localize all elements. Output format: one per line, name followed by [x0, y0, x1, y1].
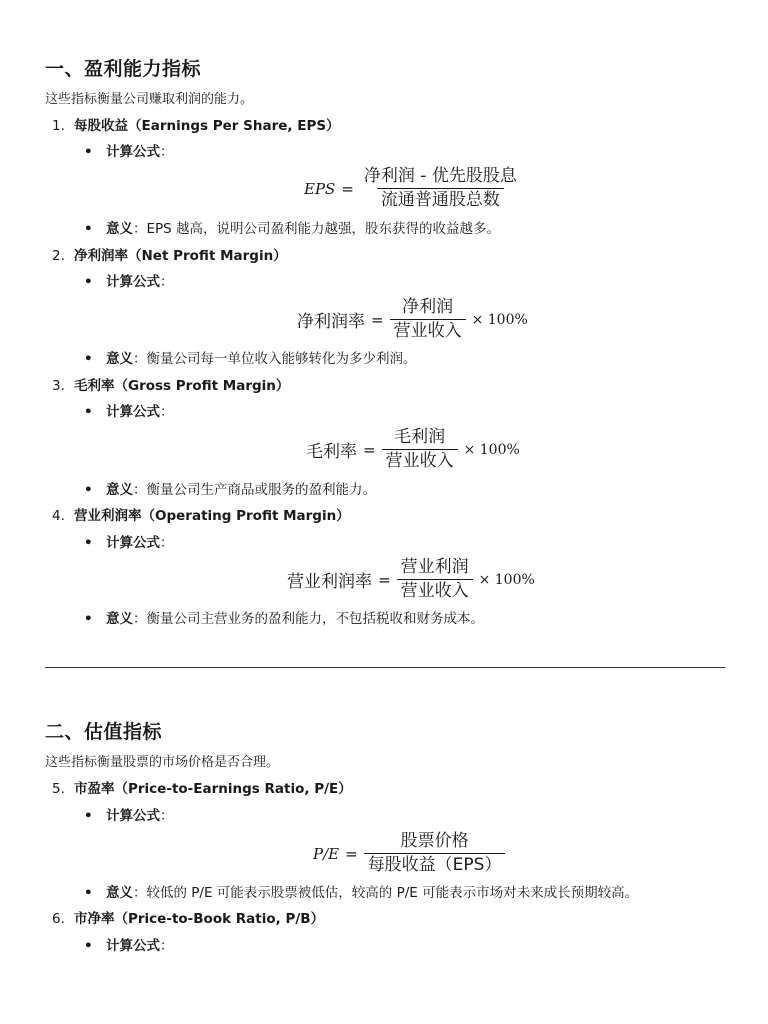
formula-equals: =	[363, 440, 376, 459]
formula-lhs: 营业利润率	[287, 572, 372, 592]
label-colon: ：	[160, 535, 174, 551]
bullet-dot-icon: •	[84, 885, 93, 901]
formula-operating-profit-margin	[287, 557, 535, 602]
meaning-label: 意义	[106, 482, 133, 498]
meaning-bullet	[84, 347, 417, 367]
meaning-label: 意义	[106, 221, 133, 237]
section-2-intro: 这些指标衡量股票的市场价格是否合理。	[45, 755, 280, 770]
formula-lhs: 毛利率	[306, 442, 357, 462]
bullet-dot-icon: •	[84, 808, 93, 824]
formula-eps	[304, 166, 521, 211]
formula-lhs: EPS	[304, 179, 336, 198]
list-item-title-text: 毛利率（Gross Profit Margin）	[74, 378, 290, 394]
label-colon: ：	[160, 938, 174, 954]
formula-lhs: P/E	[313, 844, 340, 863]
list-item-title-text: 市盈率（Price-to-Earnings Ratio, P/E）	[74, 781, 352, 797]
label-colon: ：	[133, 351, 147, 367]
formula-fraction	[382, 427, 458, 472]
formula-equals: =	[378, 570, 391, 589]
meaning-bullet	[84, 607, 484, 627]
label-colon: ：	[133, 885, 147, 901]
meaning-bullet	[84, 881, 638, 901]
list-item-5-title	[52, 777, 352, 797]
meaning-bullet	[84, 217, 500, 237]
list-item-number: 2.	[52, 248, 65, 264]
formula-bullet	[84, 270, 174, 290]
formula-multiplier: × 100%	[471, 311, 528, 328]
formula-label: 计算公式	[106, 938, 160, 954]
list-item-title-text: 营业利润率（Operating Profit Margin）	[74, 508, 350, 524]
label-colon: ：	[133, 482, 147, 498]
formula-bullet	[84, 934, 174, 954]
bullet-dot-icon: •	[84, 351, 93, 367]
meaning-text: 衡量公司主营业务的盈利能力，不包括税收和财务成本。	[146, 611, 484, 627]
meaning-label: 意义	[106, 885, 133, 901]
list-item-1-title	[52, 114, 340, 134]
list-item-title-text: 每股收益（Earnings Per Share, EPS）	[74, 118, 340, 134]
bullet-dot-icon: •	[84, 482, 93, 498]
formula-bullet	[84, 531, 174, 551]
formula-label: 计算公式	[106, 404, 160, 420]
bullet-dot-icon: •	[84, 611, 93, 627]
formula-label: 计算公式	[106, 144, 160, 160]
label-colon: ：	[133, 611, 147, 627]
list-item-number: 4.	[52, 508, 65, 524]
section-1-heading: 一、盈利能力指标	[45, 58, 202, 80]
list-item-2-title	[52, 244, 287, 264]
label-colon: ：	[160, 144, 174, 160]
label-colon: ：	[160, 274, 174, 290]
formula-equals: =	[345, 844, 358, 863]
meaning-text: 较低的 P/E 可能表示股票被低估，较高的 P/E 可能表示市场对未来成长预期较高。	[146, 885, 639, 901]
formula-fraction	[390, 297, 466, 342]
meaning-text: EPS 越高，说明公司盈利能力越强，股东获得的收益越多。	[146, 221, 501, 237]
formula-label: 计算公式	[106, 535, 160, 551]
formula-bullet	[84, 804, 174, 824]
fraction-numerator: 毛利润	[394, 427, 446, 447]
bullet-dot-icon: •	[84, 221, 93, 237]
section-1-intro: 这些指标衡量公司赚取利润的能力。	[45, 92, 254, 107]
meaning-label: 意义	[106, 611, 133, 627]
list-item-number: 5.	[52, 781, 65, 797]
formula-net-profit-margin	[297, 297, 528, 342]
meaning-bullet	[84, 478, 376, 498]
formula-fraction	[360, 166, 521, 211]
bullet-dot-icon: •	[84, 938, 93, 954]
label-colon: ：	[160, 808, 174, 824]
section-2-heading: 二、估值指标	[45, 721, 163, 743]
bullet-dot-icon: •	[84, 535, 93, 551]
list-item-4-title	[52, 504, 350, 524]
fraction-denominator: 每股收益（EPS）	[364, 853, 506, 876]
formula-bullet	[84, 400, 174, 420]
list-item-6-title	[52, 907, 324, 927]
bullet-dot-icon: •	[84, 274, 93, 290]
section-divider	[45, 667, 725, 668]
bullet-dot-icon: •	[84, 144, 93, 160]
formula-multiplier: × 100%	[463, 441, 520, 458]
formula-label: 计算公式	[106, 808, 160, 824]
formula-fraction	[364, 831, 506, 876]
list-item-3-title	[52, 374, 289, 394]
fraction-numerator: 净利润	[402, 297, 454, 317]
bullet-dot-icon: •	[84, 404, 93, 420]
fraction-numerator: 营业利润	[400, 557, 469, 577]
fraction-numerator: 净利润 - 优先股股息	[363, 166, 517, 186]
formula-gross-profit-margin	[306, 427, 520, 472]
formula-fraction	[397, 557, 473, 602]
fraction-denominator: 营业收入	[382, 449, 458, 472]
label-colon: ：	[160, 404, 174, 420]
formula-equals: =	[341, 179, 354, 198]
formula-label: 计算公式	[106, 274, 160, 290]
fraction-denominator: 流通普通股总数	[377, 188, 504, 211]
meaning-text: 衡量公司生产商品或服务的盈利能力。	[146, 482, 376, 498]
list-item-title-text: 净利润率（Net Profit Margin）	[74, 248, 287, 264]
formula-lhs: 净利润率	[297, 312, 365, 332]
list-item-number: 1.	[52, 118, 65, 134]
formula-pe-ratio	[313, 831, 505, 876]
list-item-number: 6.	[52, 911, 65, 927]
label-colon: ：	[133, 221, 147, 237]
list-item-title-text: 市净率（Price-to-Book Ratio, P/B）	[74, 911, 325, 927]
fraction-numerator: 股票价格	[400, 831, 469, 851]
fraction-denominator: 营业收入	[390, 319, 466, 342]
list-item-number: 3.	[52, 378, 65, 394]
fraction-denominator: 营业收入	[397, 579, 473, 602]
meaning-text: 衡量公司每一单位收入能够转化为多少利润。	[146, 351, 417, 367]
formula-multiplier: × 100%	[478, 571, 535, 588]
meaning-label: 意义	[106, 351, 133, 367]
formula-equals: =	[371, 310, 384, 329]
formula-bullet	[84, 140, 174, 160]
